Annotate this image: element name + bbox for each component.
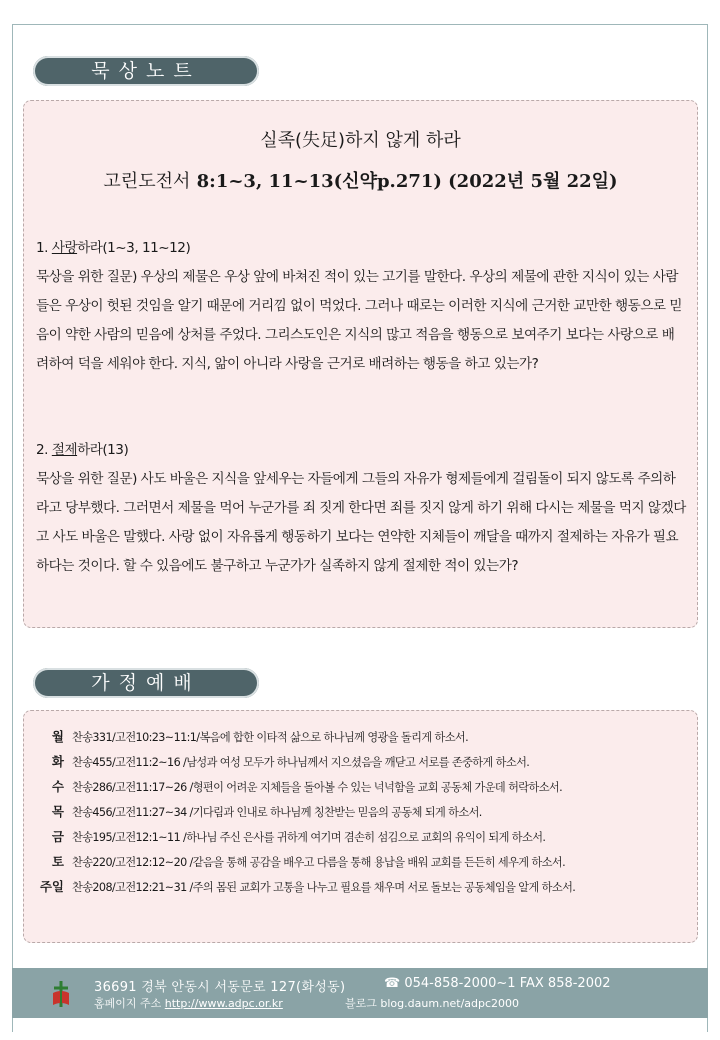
footer [12,968,708,1018]
point-heading [36,436,686,465]
worship-day: 금 [51,829,64,844]
footer-homepage [94,995,283,1011]
point-body: 묵상을 위한 질문) 사도 바울은 지식을 앞세우는 자들에게 그들의 자유가 형제들에게 걸림돌이 되지 않도록 주의하라고 당부했다. 그러면서 제물을 먹어 누군가를 죄 짓게 한다면 죄를 짓지 않게 하기 위해 다시는 제물을 먹지 않겠다고 사도 바울은 말했다. 사랑 없이 자유롭게 행동하기 보다는 연약한 지체들이 깨달을 때까지 절제하는 자유가 필요하다는 것이다. 할 수 있음에도 불구하고 누군가가 실족하지 않게 절제한 적이 있는가? [36,471,686,574]
point-heading-tail: 하라(1~3, 11~12) [77,240,191,256]
footer-blog: 블로그 blog.daum.net/adpc2000 [345,997,520,1010]
point-heading [36,234,686,263]
scripture-book: 고린도전서 [103,171,191,192]
worship-section-label: 가정예배 [33,668,259,698]
worship-text: 찬송331/고전10:23~11:1/복음에 합한 이타적 삶으로 하나님께 영광을 돌리게 하소서. [72,731,469,744]
meditation-title: 실족(失足)하지 않게 하라 [260,130,461,151]
worship-text: 찬송195/고전12:1~11 /하나님 주신 은사를 귀하게 여기며 겸손히 섬김으로 교회의 유익이 되게 하소서. [72,831,546,844]
worship-day: 월 [51,729,64,744]
point-number: 1. [36,240,48,256]
footer-phone: ☎ 054-858-2000~1 FAX 858-2002 [384,976,611,991]
point-heading-tail: 하라(13) [77,442,129,458]
point-keyword: 절제 [51,442,78,458]
footer-address: 36691 경북 안동시 서동문로 127(화성동) [94,980,346,995]
point-body: 묵상을 위한 질문) 우상의 제물은 우상 앞에 바쳐진 적이 있는 고기를 말한다. 우상의 제물에 관한 지식이 있는 사람들은 우상이 헛된 것임을 알기 때문에 거리낌 없이 먹었다. 그러나 때로는 이러한 지식에 근거한 교만한 행동으로 믿음이 약한 사람의 믿음에 상처를 주었다. 그리스도인은 지식의 많고 적음을 행동으로 보여주기 보다는 사랑으로 배려하여 덕을 세워야 한다. 지식, 앎이 아니라 사랑을 근거로 배려하는 행동을 하고 있는가? [36,269,683,372]
meditation-point-2 [36,436,686,581]
worship-text: 찬송456/고전11:27~34 /기다림과 인내로 하나님께 칭찬받는 믿음의 공동체 되게 하소서. [72,806,482,819]
homepage-label: 홈페이지 주소 [94,997,162,1010]
worship-row-fri [30,824,690,849]
worship-day: 수 [51,779,64,794]
homepage-link[interactable]: http://www.adpc.or.kr [164,997,283,1010]
worship-list [30,724,690,899]
church-logo-icon [50,979,72,1009]
meditation-section-label: 묵상노트 [33,56,259,86]
worship-text: 찬송455/고전11:2~16 /남성과 여성 모두가 하나님께서 지으셨음을 깨닫고 서로를 존중하게 하소서. [72,756,530,769]
scripture-reference [23,167,698,193]
worship-day: 화 [51,754,64,769]
meditation-point-1 [36,234,686,379]
worship-text: 찬송220/고전12:12~20 /같음을 통해 공감을 배우고 다름을 통해 용납을 배워 교회를 든든히 세우게 하소서. [72,856,566,869]
worship-day: 토 [51,854,64,869]
worship-row-thu [30,799,690,824]
worship-row-mon [30,724,690,749]
point-keyword: 사랑 [51,240,78,256]
worship-row-sun [30,874,690,899]
point-number: 2. [36,442,48,458]
scripture-range-date: 8:1~3, 11~13(신약p.271) (2022년 5월 22일) [196,171,618,192]
worship-row-tue [30,749,690,774]
worship-day: 목 [51,804,64,819]
worship-row-wed [30,774,690,799]
worship-text: 찬송208/고전12:21~31 /주의 몸된 교회가 고통을 나누고 필요를 채우며 서로 돌보는 공동체임을 알게 하소서. [72,881,576,894]
worship-day: 주일 [39,879,64,894]
worship-text: 찬송286/고전11:17~26 /형편이 어려운 지체들을 돌아볼 수 있는 넉넉함을 교회 공동체 가운데 허락하소서. [72,781,563,794]
worship-row-sat [30,849,690,874]
